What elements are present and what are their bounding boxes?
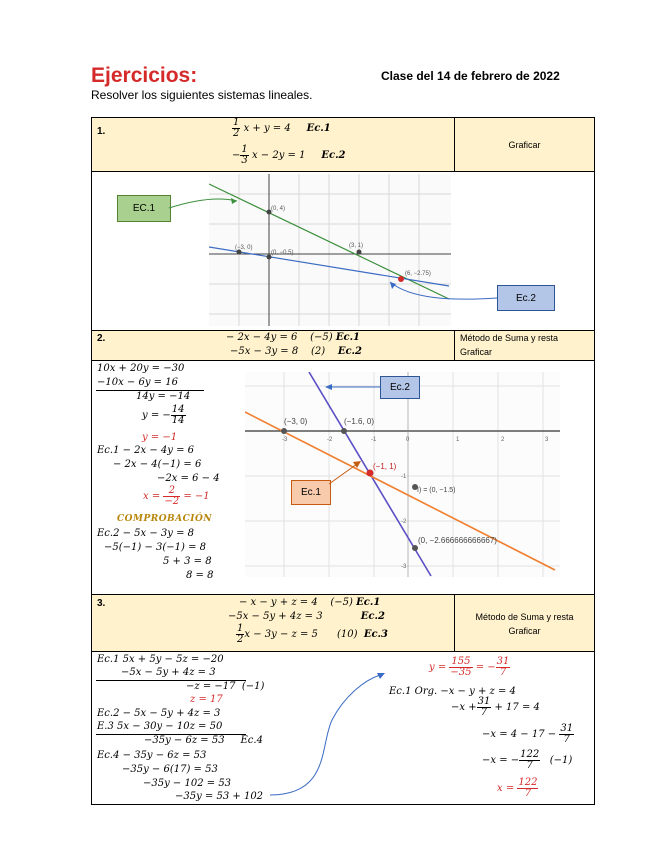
ex3-l9: −35y − 6(17) = 53 <box>122 764 218 775</box>
page-title: Ejercicios: <box>91 64 198 87</box>
ex2-l7: − 2x − 4(−1) = 6 <box>113 459 202 470</box>
ex1-number: 1. <box>97 126 106 137</box>
ex2-pt-d: I) = (0, −1.5) <box>417 487 456 494</box>
ex2-xtick: -3 <box>282 437 288 443</box>
ex2-arrows <box>245 372 560 577</box>
ex2-l5: y = −1 <box>142 432 178 443</box>
ex3-l1: Ec.1 5x + 5y − 5z = −20 <box>97 654 224 665</box>
ex3-l8: Ec.4 − 35y − 6z = 53 <box>97 750 207 761</box>
ex2-l3: 14y = −14 <box>136 391 191 402</box>
ex3-l11: −35y = 53 + 102 <box>175 791 264 802</box>
ex2-ytick: -1 <box>401 474 407 480</box>
ex3-l7: −35y − 6z = 53 Ec.4 <box>144 735 263 746</box>
ex2-l9: x = $\frac{2}{-2}$ = −1 <box>143 485 210 507</box>
ex2-xtick: 3 <box>545 437 549 443</box>
ex2-eq1: − 2x − 4y = 6 (−5) Ec.1 <box>226 332 361 343</box>
ex3-l10: −35y − 102 = 53 <box>143 778 232 789</box>
ex2-eq2: −5x − 3y = 8 (2) Ec.2 <box>230 346 362 357</box>
ex3-r4: −x = − $\frac{122}{7}$ (−1) <box>482 749 573 771</box>
ex1-pt-a: (0, 4) <box>271 206 286 212</box>
ex3-number: 3. <box>97 598 106 609</box>
ex2-l12: 5 + 3 = 8 <box>163 556 212 567</box>
ex3-r3: −x = 4 − 17 − $\frac{31}{7}$ <box>482 723 574 745</box>
ex3-l3: −z = −17 (−1) <box>186 681 265 692</box>
ex2-pt-e: (0, −2.666666666667) <box>418 536 497 545</box>
ex2-xtick: -1 <box>371 437 377 443</box>
ex2-number: 2. <box>97 333 106 344</box>
ex3-method: Método de Suma y resta <box>475 612 574 622</box>
ex3-r1: Ec.1 Org. −x − y + z = 4 <box>389 686 516 697</box>
ex2-l8: −2x = 6 − 4 <box>157 473 220 484</box>
ex2-l2: −10x − 6y = 16 <box>97 377 178 388</box>
instructions: Resolver los siguientes sistemas lineales. <box>91 88 313 102</box>
ex3-eq2: −5x − 5y + 4z = 3 Ec.2 <box>228 611 385 622</box>
ex2-l11: −5(−1) − 3(−1) = 8 <box>104 542 207 553</box>
ex2-ytick: -2 <box>401 519 407 525</box>
ex2-callout-ec2: Ec.2 <box>380 376 420 399</box>
ex3-l2: −5x − 5y + 4z = 3 <box>121 667 216 678</box>
ex3-eq3: $\frac{1}{2}$ x − 3y − z = 5 (10) Ec.3 <box>237 623 388 645</box>
ex1-callout-ec1: EC.1 <box>117 195 171 222</box>
ex2-xtick: 0 <box>406 437 410 443</box>
ex1-pt-d: (3, 1) <box>349 243 364 249</box>
ex3-r5: x = $\frac{122}{7}$ <box>497 777 538 799</box>
ex3-right-header <box>454 594 595 652</box>
ex1-arrows <box>91 171 595 331</box>
ex1-callout-ec2: Ec.2 <box>497 285 555 311</box>
ex2-ytick: -3 <box>401 564 407 570</box>
ex2-method: Método de Suma y resta <box>460 333 559 343</box>
ex3-graficar: Graficar <box>508 626 541 636</box>
ex1-pt-e: (6, −2.75) <box>405 271 431 277</box>
ex3-l6: E.3 5x − 30y − 10z = 50 <box>97 721 223 732</box>
ex1-pt-c: (0, −0.5) <box>271 250 294 256</box>
ex1-eq2: − $\frac{1}{3}$ x − 2y = 1 Ec.2 <box>232 144 346 166</box>
ex3-y-value: y = $\frac{155}{-35}$ = − $\frac{31}{7}$ <box>429 656 510 678</box>
ex2-l1: 10x + 20y = −30 <box>97 363 185 374</box>
ex2-xtick: 1 <box>456 437 460 443</box>
ex3-l4: z = 17 <box>190 694 223 705</box>
ex3-eq1: − x − y + z = 4 (−5) Ec.1 <box>239 597 381 608</box>
ex2-pt-b: (−1.6, 0) <box>344 417 375 426</box>
ex1-eq1: $\frac{1}{2}$ x + y = 4 Ec.1 <box>233 117 331 139</box>
ex2-xtick: -2 <box>327 437 333 443</box>
ex2-l10: Ec.2 − 5x − 3y = 8 <box>97 528 195 539</box>
ex2-pt-a: (−3, 0) <box>284 417 308 426</box>
ex2-l13: 8 = 8 <box>186 570 214 581</box>
ex2-l6: Ec.1 − 2x − 4y = 6 <box>97 445 195 456</box>
class-date: Clase del 14 de febrero de 2022 <box>381 69 560 83</box>
ex3-arrow <box>260 665 390 805</box>
ex1-pt-b: (−3, 0) <box>235 245 253 251</box>
ex2-xtick: 2 <box>501 437 505 443</box>
ex1-graficar: Graficar <box>508 140 541 150</box>
ex2-l4: y = − $\frac{14}{14}$ <box>142 404 185 426</box>
ex3-r2: −x + $\frac{31}{7}$ + 17 = 4 <box>451 696 540 718</box>
ex3-l5: Ec.2 − 5x − 5y + 4z = 3 <box>97 708 221 719</box>
ex2-graficar: Graficar <box>460 347 493 357</box>
ex2-comprobacion: COMPROBACIÓN <box>117 514 213 524</box>
ex2-pt-c: (−1, 1) <box>373 462 397 471</box>
ex2-callout-ec1: Ec.1 <box>291 480 331 505</box>
